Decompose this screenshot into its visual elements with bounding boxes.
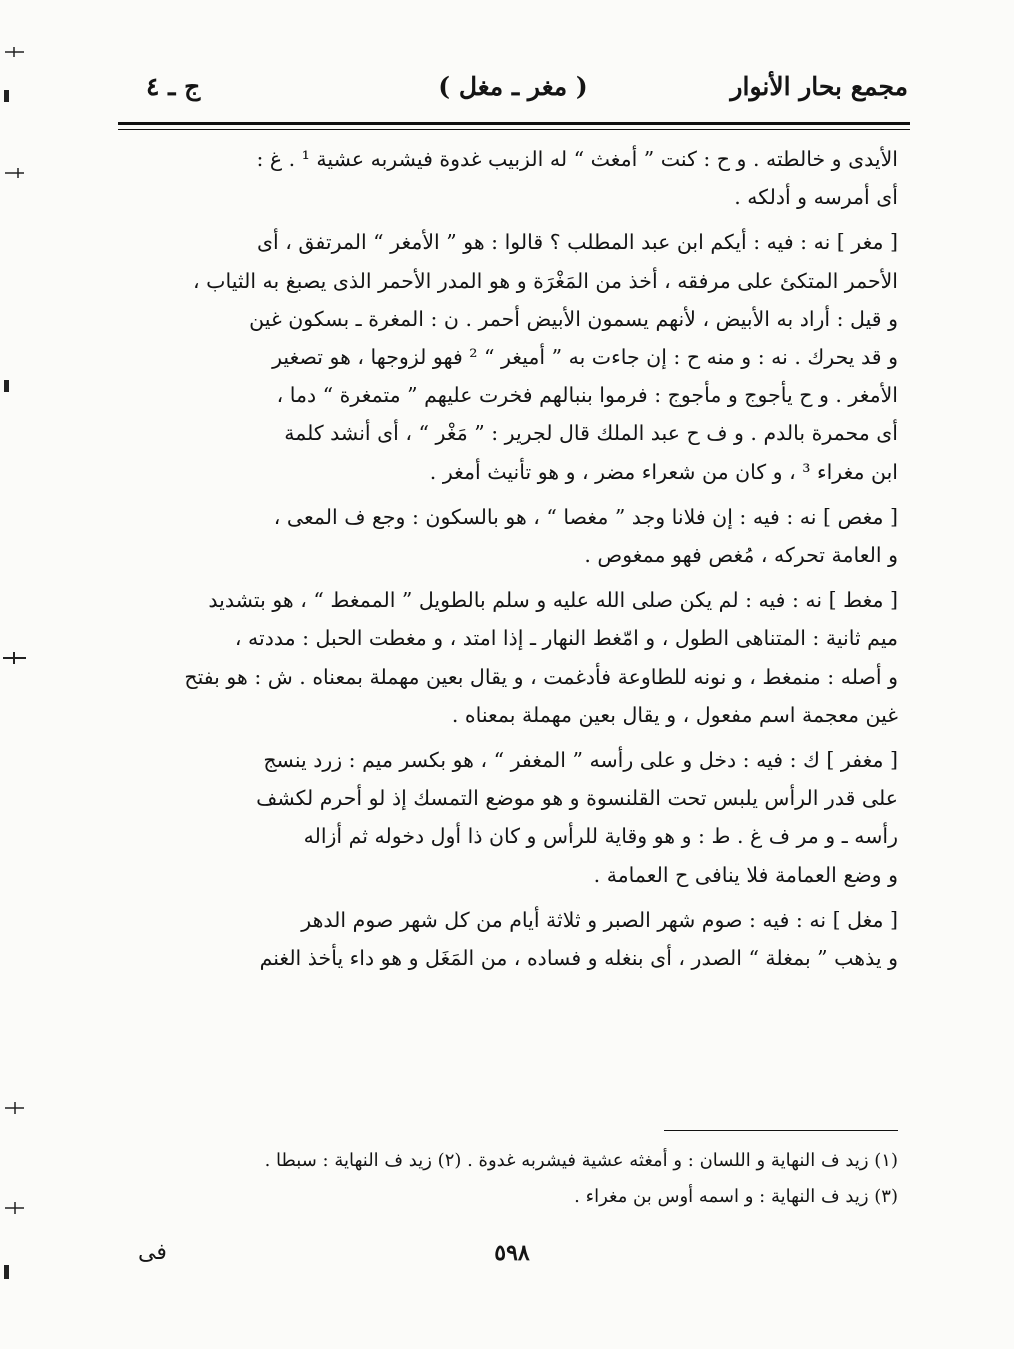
header-rule-thin: [118, 129, 910, 130]
text-line: و قد يحرك . نه : و منه ح : إن جاءت به ” أميغر “ ² فهو لزوجها ، هو تصغير: [272, 345, 898, 370]
text-line: و أصله : منمغط ، و نونه للطاوعة فأدغمت ، و يقال بعين مهملة بمعناه . ش : هو بفتح: [184, 664, 898, 689]
paragraph: [120, 581, 898, 734]
footnote: (٣) زيد ف النهاية : و اسمه أوس بن مغراء .: [574, 1186, 898, 1207]
paragraph: [120, 901, 898, 977]
text-line: الأمغر . و ح يأجوج و مأجوج : فرموا بنبالهم فخرت عليهم ” متمغرة “ دما ،: [276, 383, 898, 408]
text-line: [ مغر ] نه : فيه : أيكم ابن عبد المطلب ؟ قالوا : هو ” الأمغر “ المرتفق ، أى: [257, 230, 898, 255]
binding-mark: [2, 650, 28, 666]
entry-range: ( مغر ـ مغل ): [438, 72, 588, 101]
text-line: ابن مغراء ³ ، و كان من شعراء مضر ، و هو تأنيث أمغر .: [429, 459, 898, 484]
text-line: و وضع العمامة فلا ينافى ح العمامة .: [593, 862, 898, 887]
text-line: غين معجمة اسم مفعول ، و يقال بعين مهملة بمعناه .: [451, 702, 898, 727]
text-line: [ مغط ] نه : فيه : لم يكن صلى الله عليه و سلم بالطويل ” الممغط “ ، هو بتشديد: [208, 588, 898, 613]
page-number: ٥٩٨: [494, 1240, 530, 1266]
text-line: الأحمر المتكئ على مرفقه ، أخذ من المَغْرَة و هو المدر الأحمر الذى يصبغ به الثياب ،: [193, 268, 898, 293]
text-line: و العامة تحركه ، مُغص فهو ممغوص .: [584, 543, 898, 568]
binding-mark: [4, 1265, 9, 1279]
paragraph: [120, 223, 898, 490]
paragraph: [120, 140, 898, 216]
text-line: [ مغفر ] ك : فيه : دخل و على رأسه ” المغفر “ ، هو بكسر ميم : زرد ينسج: [263, 748, 898, 773]
text-line: أى محمرة بالدم . و ف ح عبد الملك قال لجرير : ” مَغْر “ ، أى أنشد كلمة: [284, 421, 898, 446]
paragraph: [120, 498, 898, 574]
binding-mark: [4, 165, 26, 179]
binding-mark: [4, 90, 9, 102]
volume-label: ج ـ ٤: [146, 72, 201, 101]
header-rule-thick: [118, 122, 910, 125]
text-line: و يذهب ” بمغلة “ الصدر ، أى بنغله و فساده ، من المَغَل و هو داء يأخذ الغنم: [259, 946, 898, 971]
binding-mark: [4, 1100, 26, 1116]
footnote: (١) زيد ف النهاية و اللسان : و أمغثه عشية فيشربه غدوة . (٢) زيد ف النهاية : سبطا .: [264, 1150, 898, 1171]
footnotes: [120, 1143, 898, 1215]
book-title: مجمع بحار الأنوار: [730, 72, 908, 101]
text-line: أى أمرسه و أدلكه .: [734, 185, 898, 210]
text-line: على قدر الرأس يلبس تحت القلنسوة و هو موضع التمسك إذ لو أحرم لكشف: [256, 786, 898, 811]
text-line: [ مغل ] نه : فيه : صوم شهر الصبر و ثلاثة أيام من كل شهر صوم الدهر: [301, 907, 898, 932]
signature-mark: فى: [138, 1240, 167, 1265]
binding-mark: [4, 44, 26, 58]
paragraph: [120, 741, 898, 894]
text-line: رأسه ـ و مر ف غ . ط : و هو وقاية للرأس و كان ذا أول دخوله ثم أزاله: [303, 824, 898, 849]
running-header: [118, 66, 908, 112]
text-line: الأيدى و خالطته . و ح : كنت ” أمغث “ له الزبيب غدوة فيشربه عشية ¹ . غ :: [256, 147, 898, 171]
binding-mark: [4, 380, 9, 392]
text-line: ميم ثانية : المتناهى الطول ، و امّغط النهار ـ إذا امتد ، و مغطت الحبل : مددته ،: [234, 626, 898, 651]
text-line: و قيل : أراد به الأبيض ، لأنهم يسمون الأبيض أحمر . ن : المغرة ـ بسكون غين: [249, 306, 898, 331]
binding-mark: [4, 1200, 26, 1216]
text-line: [ مغص ] نه : فيه : إن فلانا وجد ” مغصا “ ، هو بالسكون : وجع ف المعى ،: [273, 504, 898, 529]
body-text: [120, 140, 898, 977]
footnote-rule: [664, 1130, 898, 1131]
